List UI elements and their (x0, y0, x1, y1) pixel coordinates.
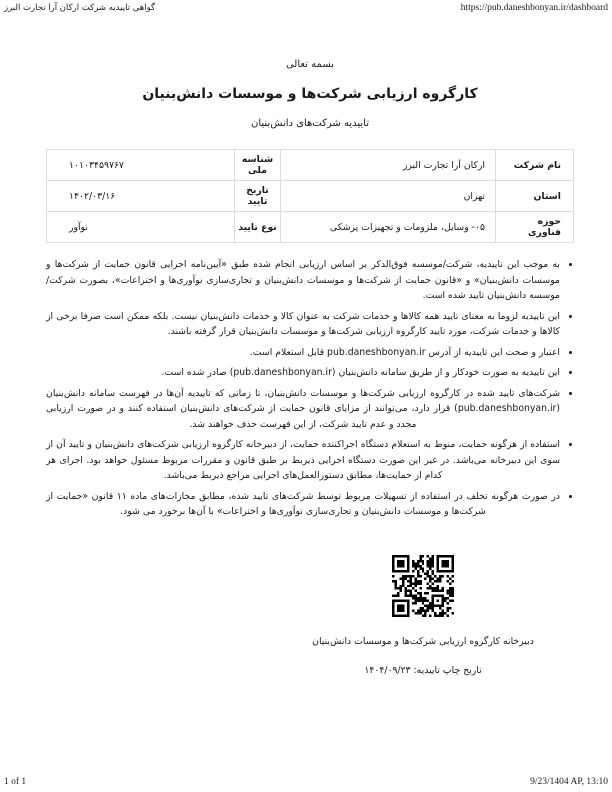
approval-type-label: نوع تایید (235, 212, 281, 243)
certificate-notes-list (46, 257, 574, 520)
note-item: • استفاده از هرگونه حمایت، منوط به استعلام دستگاه اجراکننده حمایت، از دبیرخانه کارگروه ارزیابی شرکت‌های دانش‌بنیان و تایید آن از سوی این دبیرخانه می‌باشد. در غیر این صورت دستگاه اجرایی ذیربط بر طبق قانون و مقررات مربوط مسئول خواهد بود. اجرای هر کدام از حمایت‌ها، مطابق دستورالعمل‌های اجرایی مراجع ذیربط می‌باشد. (46, 437, 560, 484)
note-item: • این تاییدیه به صورت خودکار و از طریق سامانه دانش‌بنیان (pub.daneshbonyan.ir) صادر شده است. (46, 365, 560, 381)
table-row (47, 150, 574, 181)
print-header-document-title: گواهی تاییدیه شرکت ارکان آرا تجارت البرز (4, 3, 156, 13)
note-item: • در صورت هرگونه تخلف در استفاده از تسهیلات مربوط توسط شرکت‌های تایید شده، مطابق مجازات‌های ماده ۱۱ قانون «حمایت از شرکت‌ها و موسسات دانش‌بنیان و تجاری‌سازی نوآوری‌ها و اختراعات» با آن‌ها برخورد می شود. (46, 489, 560, 520)
page-number: 1 of 1 (4, 777, 27, 787)
national-id-value: ۱۰۱۰۳۴۵۹۷۶۷ (47, 150, 235, 181)
qr-signature-block (272, 550, 574, 676)
qr-code-icon (387, 550, 459, 622)
print-header-url: https://pub.daneshbonyan.ir/dashboard (460, 3, 608, 13)
table-row (47, 181, 574, 212)
tech-field-label: حوزه فناوری (496, 212, 574, 243)
company-info-table (46, 149, 574, 243)
note-item: • به موجب این تاییدیه، شرکت/موسسه فوق‌الذکر بر اساس ارزیابی انجام شده طبق «آیین‌نامه اجرایی قانون حمایت از شرکت‌ها و موسسات دانش‌بنیان» و «قانون حمایت از شرکت‌ها و موسسات دانش‌بنیان و تجاری‌سازی نوآوری‌ها و اختراعات»، بصورت شرکت/موسسه دانش‌بنیان تایید شده است. (46, 257, 560, 304)
print-footer (4, 777, 608, 787)
table-row (47, 212, 574, 243)
approval-date-value: ۱۴۰۲/۰۳/۱۶ (47, 181, 235, 212)
certificate-print-date: تاریخ چاپ تاییدیه: ۱۴۰۴/۰۹/۲۳ (364, 664, 482, 676)
tech-field-value: ۰۵- وسایل، ملزومات و تجهیزات پزشکی (281, 212, 496, 243)
approval-type-value: نوآور (47, 212, 235, 243)
certificate-document (46, 58, 574, 676)
company-name-label: نام شرکت (496, 150, 574, 181)
approval-date-label: تاریخ تایید (235, 181, 281, 212)
province-value: تهران (281, 181, 496, 212)
note-item: • شرکت‌های تایید شده در کارگروه ارزیابی شرکت‌ها و موسسات دانش‌بنیان، تا زمانی که تاییدیه آن‌ها در فهرست سامانه دانش‌بنیان (pub.daneshbonyan.ir) قرار دارد، می‌توانند از مزایای قانون حمایت از شرکت‌های دانش‌بنیان استفاده کنند و در صورت ارزیابی مجدد و عدم تایید شرکت، از این فهرست حذف خواهند شد. (46, 386, 560, 433)
page-subtitle: تاییدیه شرکت‌های دانش‌بنیان (251, 118, 369, 129)
national-id-label: شناسه ملی (235, 150, 281, 181)
bismillah-line: بسمه تعالی (285, 59, 335, 70)
province-label: استان (496, 181, 574, 212)
secretariat-signature-line: دبیرخانه کارگروه ارزیابی شرکت‌ها و موسسات دانش‌بنیان (312, 635, 534, 647)
print-datetime: 9/23/1404 AP, 13:10 (530, 777, 608, 787)
company-name-value: ارکان آرا تجارت البرز (281, 150, 496, 181)
page-title: کارگروه ارزیابی شرکت‌ها و موسسات دانش‌بنیان (142, 86, 478, 102)
note-item: • اعتبار و صحت این تاییدیه از آدرس pub.daneshbonyan.ir قابل استعلام است. (46, 345, 560, 361)
note-item: • این تاییدیه لزوما به معنای تایید همه کالاها و خدمات شرکت به عنوان کالا و خدمات دانش‌بنیان نیست. بلکه ممکن است صرفا برخی از کالاها و خدمات شرکت، مورد تایید کارگروه ارزیابی شرکت‌ها و موسسات دانش‌بنیان قرار گرفته باشند. (46, 309, 560, 340)
print-header (4, 3, 608, 13)
